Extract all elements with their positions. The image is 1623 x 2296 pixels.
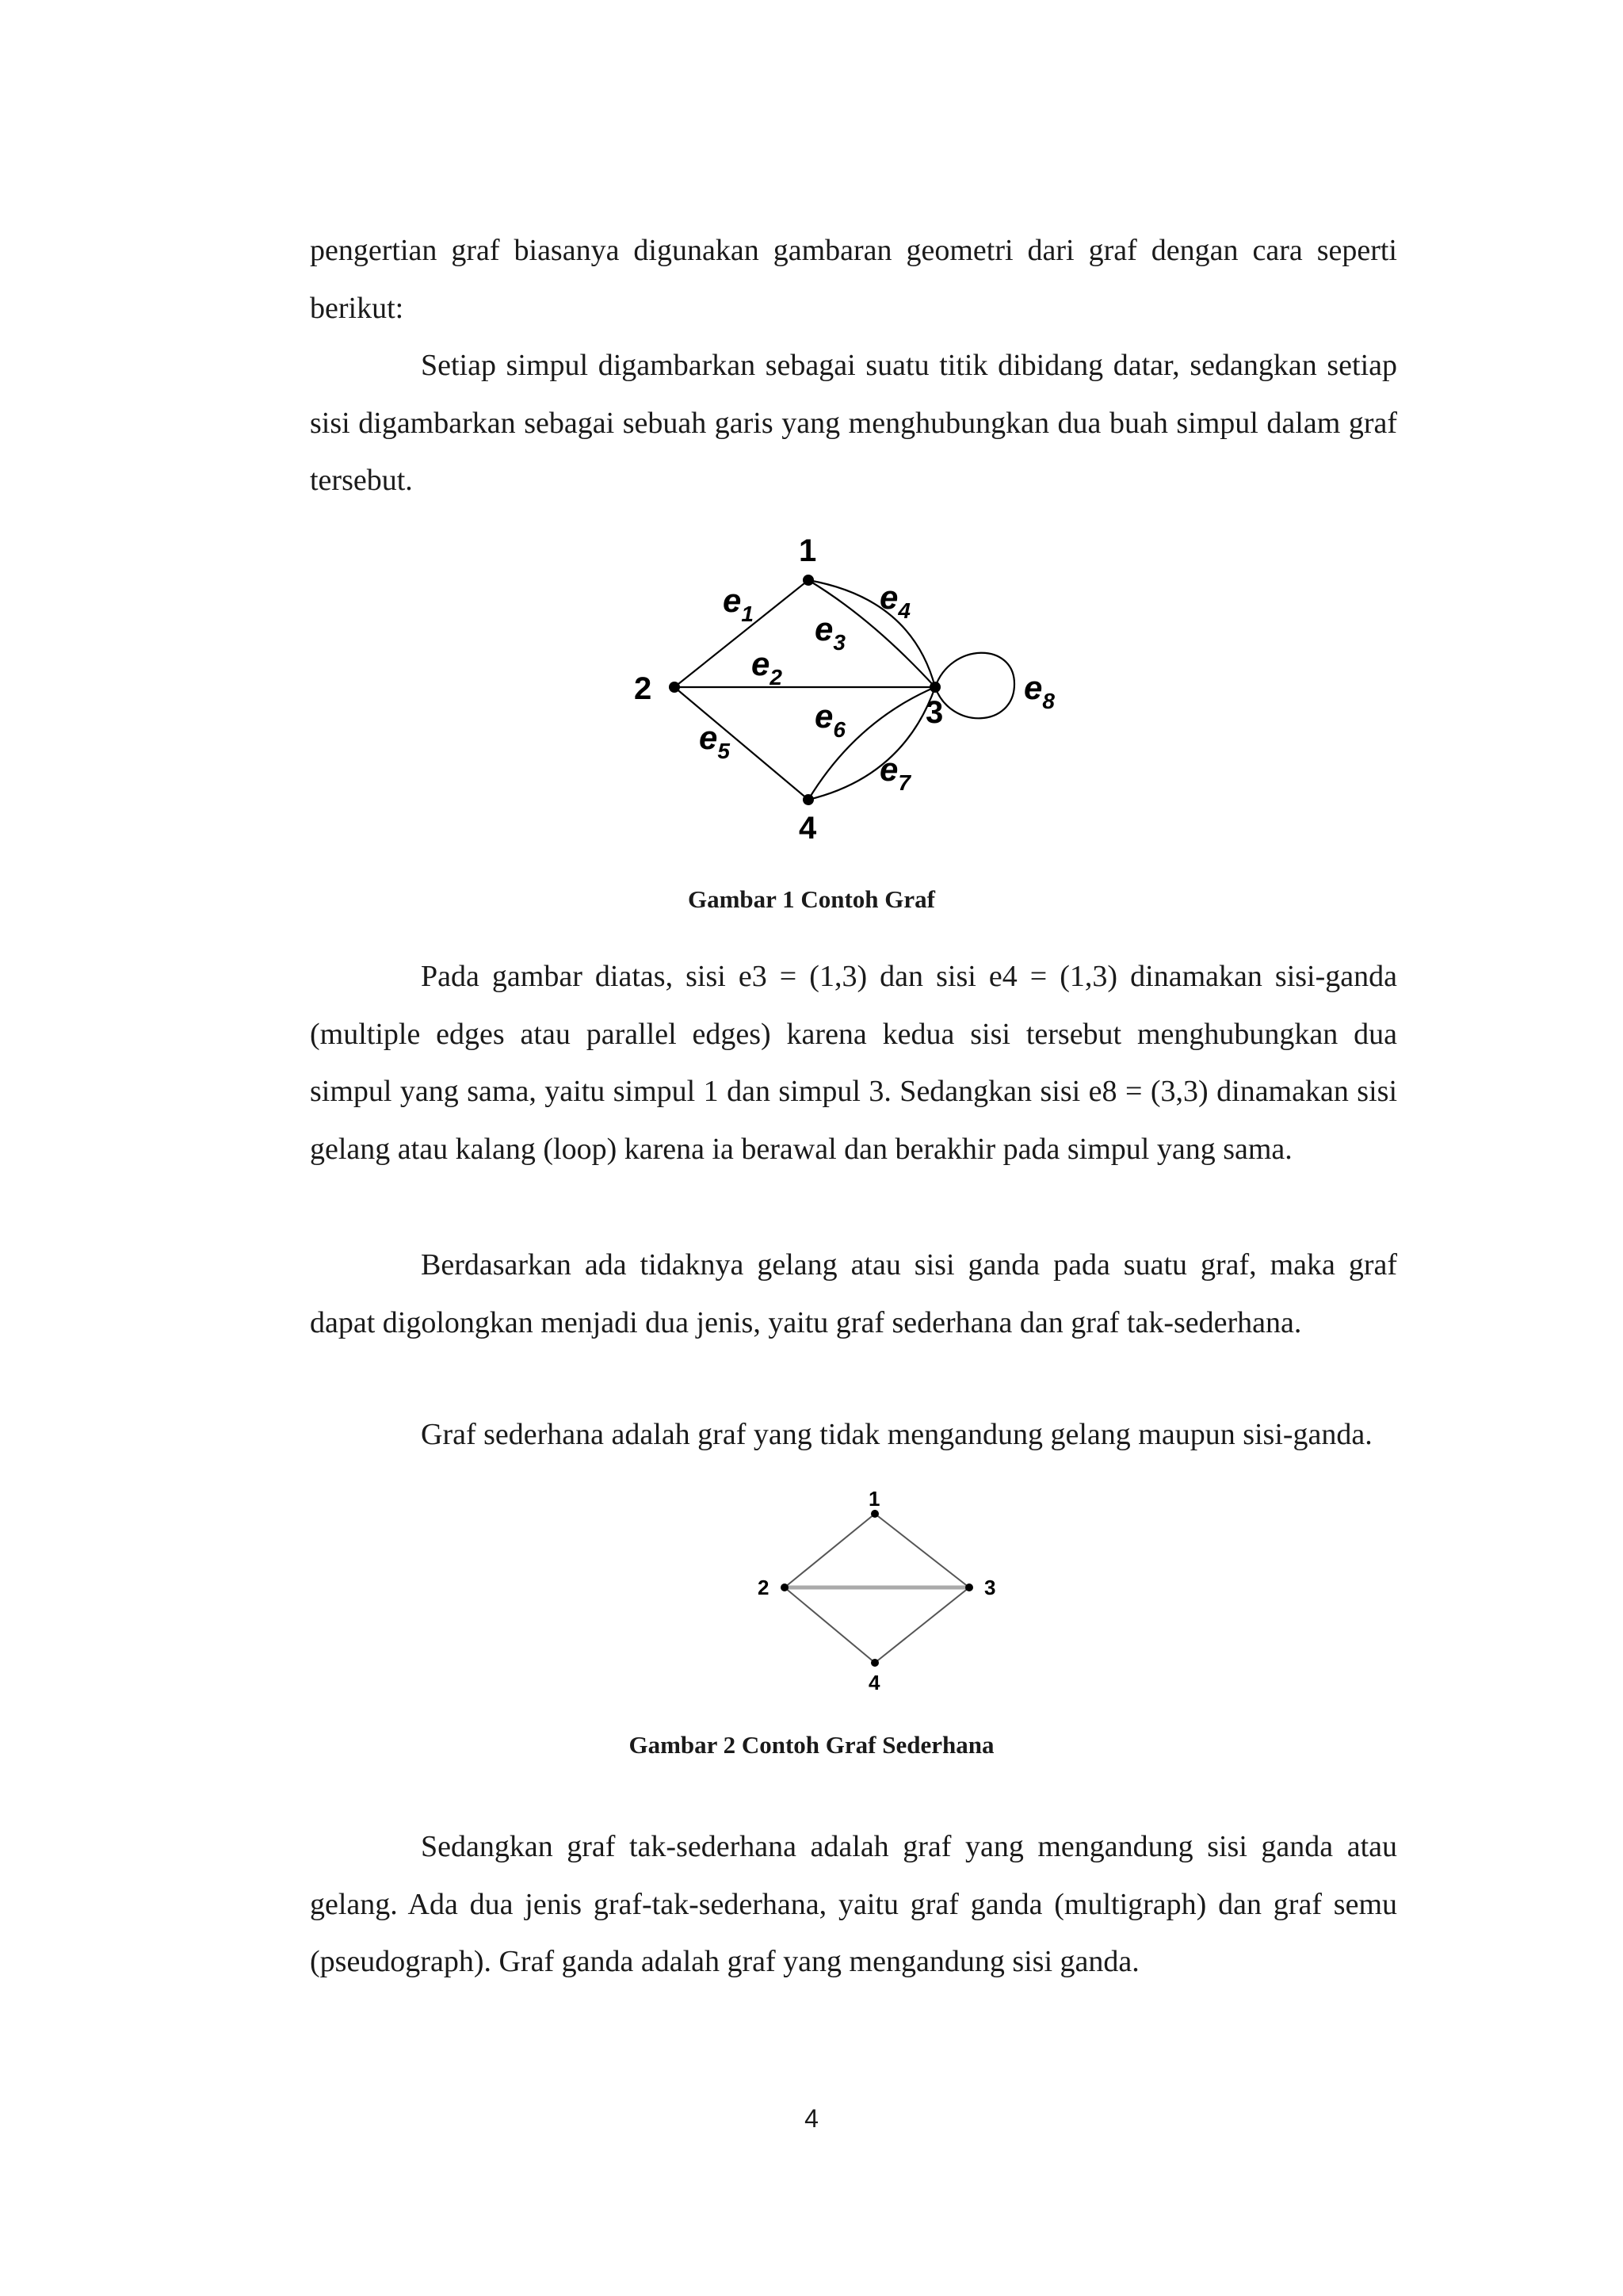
paragraph-penggolongan: Berdasarkan ada tidaknya gelang atau sisi ganda pada suatu graf, maka graf dapat digolongkan menjadi dua jenis, yaitu graf sederhana dan graf tak-sederhana. (310, 1248, 1397, 1339)
node-4 (871, 1659, 879, 1667)
paragraph-sisi-ganda-gelang: Pada gambar diatas, sisi e3 = (1,3) dan sisi e4 = (1,3) dinamakan sisi-ganda (multiple edges atau parallel edges) karena kedua sisi tersebut menghubungkan dua simpul yang sama, yaitu simpul 1 dan simpul 3. Sedangkan sisi e8 = (3,3) dinamakan sisi gelang atau kalang (loop) karena ia berawal dan berakhir pada simpul yang sama. (310, 960, 1397, 1166)
edge-1-3 (875, 1514, 969, 1587)
node-label-1: 1 (869, 1487, 880, 1511)
edge-2-4 (785, 1587, 875, 1663)
edge-label-e4: $e_4$ (880, 579, 911, 623)
node-1 (803, 575, 814, 586)
node-2 (669, 682, 680, 693)
node-4 (803, 794, 814, 805)
node-3 (930, 682, 941, 693)
node-1 (871, 1510, 879, 1518)
paragraph-intro: pengertian graf biasanya digunakan gambaran geometri dari graf dengan cara seperti berikut: (310, 234, 1397, 325)
node-label-3: 3 (984, 1576, 996, 1599)
node-3 (965, 1584, 973, 1591)
node-label-2: 2 (758, 1576, 769, 1599)
edge-label-e3: $e_3$ (815, 610, 846, 655)
figure-2-graph (737, 1482, 1006, 1696)
edge-label-e1: $e_1$ (723, 582, 754, 626)
edge-label-e8: $e_8$ (1024, 669, 1055, 713)
page-number: 4 (804, 2104, 819, 2133)
paragraph-graf-sederhana: Graf sederhana adalah graf yang tidak mengandung gelang maupun sisi-ganda. (421, 1418, 1373, 1451)
node-label-4: 4 (869, 1671, 880, 1694)
edge-e5 (674, 687, 808, 800)
node-label-3: 3 (926, 695, 944, 730)
edge-label-e5: $e_5$ (699, 719, 730, 763)
figure-1-caption: Gambar 1 Contoh Graf (687, 885, 935, 913)
edge-3-4 (875, 1587, 969, 1663)
node-label-1: 1 (799, 533, 817, 568)
edge-e8-loop (935, 653, 1014, 719)
edge-label-e7: $e_7$ (880, 751, 911, 795)
edge-1-2 (785, 1514, 875, 1587)
edge-label-e2: $e_2$ (751, 645, 782, 690)
figure-2-caption: Gambar 2 Contoh Graf Sederhana (628, 1731, 995, 1759)
paragraph-graf-tak-sederhana: Sedangkan graf tak-sederhana adalah graf yang mengandung sisi ganda atau gelang. Ada dua jenis graf-tak-sederhana, yaitu graf ganda (multigraph) dan graf semu (pseudograph). Graf ganda adalah graf yang mengandung sisi ganda. (310, 1830, 1397, 1978)
node-label-2: 2 (634, 671, 652, 706)
figure-1-graph (618, 523, 1094, 856)
paragraph-simpul-sisi: Setiap simpul digambarkan sebagai suatu titik dibidang datar, sedangkan setiap sisi digambarkan sebagai sebuah garis yang menghubungkan dua buah simpul dalam graf tersebut. (310, 349, 1397, 497)
node-2 (781, 1584, 789, 1591)
node-label-4: 4 (799, 811, 817, 846)
edge-e1 (674, 580, 808, 687)
edge-label-e6: $e_6$ (815, 697, 846, 742)
